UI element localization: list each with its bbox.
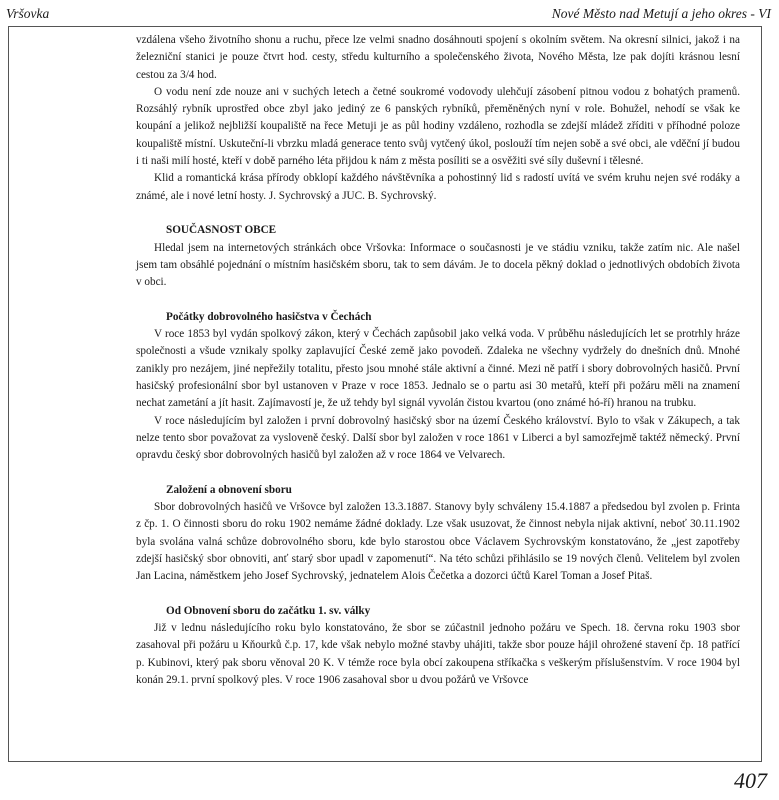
- heading-founding: Založení a obnovení sboru: [166, 483, 292, 496]
- heading-renewal: Od Obnovení sboru do začátku 1. sv. války: [166, 604, 371, 617]
- running-header-left: Vršovka: [6, 6, 50, 21]
- paragraph-beginnings-2: V roce následujícím byl založen i první dobrovolný hasičský sbor na území Českého království. Bylo to však v Zákupech, a tak nelze tento sbor považovat za vysloveně český. Další sbor byl založen v roce 1861 v Liberci a byl samozřejmě taktéž německý. První opravdu český sbor dobrovolných hasičů byl založen až v roce 1864 ve Velvarech.: [136, 414, 740, 462]
- heading-beginnings: Počátky dobrovolného hasičstva v Čechách: [166, 310, 372, 323]
- paragraph-continued: vzdálena všeho životního shonu a ruchu, přece lze velmi snadno dosáhnouti spojení s okolním světem. Na okresní silnici, jakož i na železniční stanici je pouze čtvrt hod. cesty, středu kulturního a společenského života, Nového Města, lze pak dojíti krásnou lesní cestou za 3/4 hod.: [136, 34, 740, 81]
- paragraph-water: O vodu není zde nouze ani v suchých letech a četné soukromé vodovody ulehčují zásobení pitnou vodou z bohatých pramenů. Rozsáhlý rybník uprostřed obce zbyl jako jediný ze 6 panských rybníků, přeměněných nyní v role. Bohužel, nehodí se však ke koupání a jelikož nejbližší koupaliště na řece Metuji je as půl hodiny vzdáleno, rozhodla se zdejší mládež zříditi v příhodné poloze koupaliště místní. Uskuteční-li vbrzku mladá generace tento svůj vytčený úkol, poslouží tím nejen sobě a své obci, ale vděční jí budou i ti naši milí hosté, kteří v době parného léta přijdou k nám z města posíliti se a osvěžiti své síly duševní i tělesné.: [136, 85, 740, 168]
- running-header: [6, 4, 773, 24]
- page-number: 407: [734, 768, 767, 793]
- heading-current-state: SOUČASNOST OBCE: [166, 224, 277, 237]
- running-header-right: Nové Město nad Metují a jeho okres - VI: [551, 6, 771, 21]
- paragraph-beginnings-1: V roce 1853 byl vydán spolkový zákon, který v Čechách zapůsobil jako velká voda. V průběhu následujících let se protrhly hráze společnosti a všude vznikaly spolky zaplavující České země jako povodeň. Zdaleka ne všechny vydržely do dnešních dnů. Mnohé zanikly pro nezájem, jiné nepřežily totalitu, přesto jsou mnohé stále aktivní a činné. Mezi ně patří i sbory dobrovolných hasičů. První hasičský profesionální sbor byl ustanoven v Praze v roce 1853. Jednalo se o partu asi 30 metařů, kteří při požáru měli na znamení nechat zametání a jít hasit. Zajímavostí je, že už tehdy byl signál vyvolán čistou kvartou (ono známé hó-ří) hranou na trubku.: [136, 328, 740, 410]
- paragraph-nature: Klid a romantická krása přírody obklopí každého návštěvníka a pohostinný lid s radostí uvítá ve svém kruhu nejen své rodáky a známé, ale i nové letní hosty. J. Sychrovský a JUC. B. Sychrovský.: [136, 172, 740, 202]
- body-text: [136, 32, 740, 689]
- paragraph-founding: Sbor dobrovolných hasičů ve Vršovce byl založen 13.3.1887. Stanovy byly schváleny 15.4.1887 a předsedou byl zvolen p. Frinta z čp. 1. O činnosti sboru do roku 1902 nemáme žádné doklady. Lze však usuzovat, že činnost nebyla nijak aktivní, neboť 30.11.1902 byla svolána valná schůze dobrovolného sboru, kde bylo starostou obce Václavem Sychrovským konstatováno, že „jest zapotřeby zdejší hasičský sbor obnoviti, anť starý sbor upadl v zapomenutí“. Na této schůzi přihlásilo se 19 nových členů. Velitelem byl zvolen Jan Lacina, náměstkem jeho Josef Sychrovský, jednatelem Alois Čečetka a dozorci účtů Karel Toman a Josef Pitaš.: [136, 501, 740, 583]
- paragraph-renewal: Již v lednu následujícího roku bylo konstatováno, že sbor se zúčastnil jednoho požáru ve Spech. 18. června roku 1903 sbor zasahoval při požáru u Kňourků č.p. 17, kde však nebylo možné stavby uhájiti, takže sbor pouze hájil ohrožené stavení čp. 18 patřící p. Kubinovi, který pak sboru věnoval 20 K. V témže roce byla obcí zakoupena stříkačka s veškerým příslušenstvím. V roce 1904 byl konán 29.1. první spolkový ples. V roce 1906 zasahoval sbor u dvou požárů ve Vršovce: [136, 622, 740, 686]
- paragraph-current-state: Hledal jsem na internetových stránkách obce Vršovka: Informace o současnosti je ve stádiu vzniku, takže zatím nic. Ale našel jsem tam obsáhlé pojednání o místním hasičském sboru, tak to sem dávám. Je to docela pěkný doklad o jednotlivých obdobích života v obci.: [136, 241, 740, 289]
